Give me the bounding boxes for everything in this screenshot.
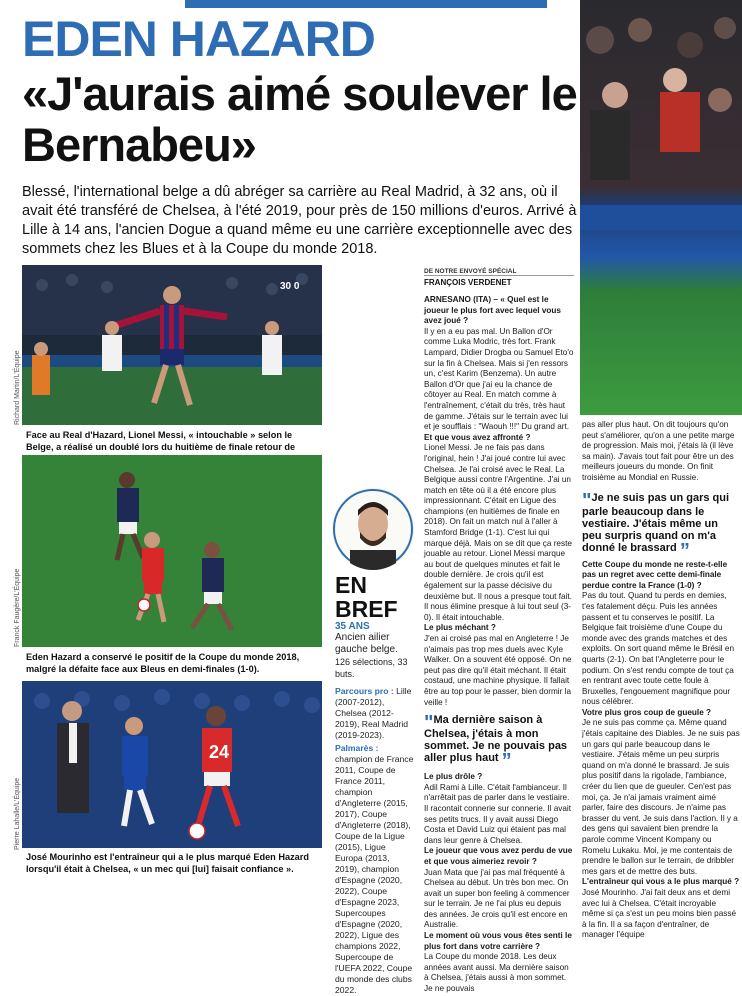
answer: La Coupe du monde 2018. Les deux années avant aussi. Ma dernière saison à Chelsea, j'étais aussi à mon sommet. Je ne pouvais bbox=[424, 952, 569, 994]
age: 35 ANS bbox=[335, 621, 370, 632]
answer: Il y en a eu pas mal. Un Ballon d'Or comme Luka Modric, très fort. Frank Lampard, Didier Drogba ou Samuel Eto'o sur la fin à Chelsea. Mais si j'en ressors un, c'est Karim (Benzema). Un autre Ballon d'Or que j'ai eu la chance de côtoyer au Real. En match comme à l'entraînement, c'était du très, très haut de gamme. J'étais sur le terrain avec lui et je soufflais : "Waouh !!!" Du grand art. bbox=[424, 326, 574, 432]
interview-column-1 bbox=[424, 268, 574, 995]
photo1-credit: Richard Martin/L'Équipe bbox=[14, 350, 21, 425]
scoreboard-text: 30 0 bbox=[280, 281, 300, 292]
question: Le joueur que vous avez perdu de vue et que vous aimeriez revoir ? bbox=[424, 846, 573, 866]
pull-quote-1: "Ma dernière saison à Chelsea, j'étais à mon sommet. Je ne pouvais pas aller plus haut ” bbox=[424, 712, 568, 773]
answer: José Mourinho. J'ai fait deux ans et demi avec lui à Chelsea. C'était incroyable même si ça s'est un peu moins bien passé à la fin. Il a sa façon d'entraîner, de manager l'équipe bbox=[582, 887, 737, 940]
answer: Je ne suis pas comme ça. Même quand j'étais capitaine des Diables. Je ne suis pas un gars qui parle beaucoup dans le vestiaire. J'étais même un peu surpris quand on m'a donné le brassard. Je suis plus positif dans la rigolade, l'ambiance, créer du lien que de gueuler. Cen'est pas moi, ça. Je n'ai jamais vraiment aimé parler, faire des discours. Je n'aime pas brasser du vent. Je suis dans l'action. Il y a des gens qui savaient bien prendre la parole comme Vincent Kompany ou Romelu Lukaku. Moi, je me contentais de prendre le ballon sur le terrain, de dribbler mes gars et de mettre des buts. bbox=[582, 718, 740, 876]
question: Le moment où vous vous êtes senti le plus fort dans votre carrière ? bbox=[424, 931, 572, 951]
question: Votre plus gros coup de gueule ? bbox=[582, 707, 712, 717]
parcours-label: Parcours pro : bbox=[335, 686, 394, 696]
col2-text bbox=[582, 560, 740, 941]
answer: Lionel Messi. Je ne fais pas dans l'original, hein ! J'ai joué contre lui avec Chelsea. Je l'ai croisé avec le Real. La Belgique aussi contre l'Argentine. J'ai un match en tête où il a été encore plus impressionnant. C'était en Ligue des champions (en huitièmes de finale en 2018). On fait un match nul à l'aller à Stamford Bridge (1-1). C'est lui qui marque déjà. Mais on se dit que ça reste jouable au retour. Lionel Messi marque au bout de quelques minutes et fait le double dernière. Je crois qu'il est également sur la passe décisive du deuxième but. Il nous a presque tout fait. Il nous élimine presque à lui tout seul (3-0). Il était intouchable. bbox=[424, 443, 572, 622]
palmares-label: Palmarès : bbox=[335, 743, 379, 753]
en-bref-box bbox=[335, 573, 415, 996]
messi-photo bbox=[22, 265, 322, 425]
question: Et que vous avez affronté ? bbox=[424, 432, 531, 442]
col1-text bbox=[424, 295, 574, 708]
question: Cette Coupe du monde ne reste-t-elle pas un regret avec cette demi-finale perdue contre la France (1-0) ? bbox=[582, 559, 728, 590]
answer: Pas du tout. Quand tu perds en demies, t'es fatalement déçu. Puis les années passent et tu conserves le positif. La Belgique fait troisième d'une Coupe du monde avec des grands matches et des exploits. On sort quand même le Brésil en quarts (2-1). On bat l'Angleterre pour le podium. On s'est rendu compte de tout ça en rentrant avec toute cette foule à Bruxelles, l'engouement magnifique pour nous célébrer. bbox=[582, 591, 734, 707]
col1b-text bbox=[424, 772, 574, 994]
jersey-number: 24 bbox=[209, 742, 230, 762]
role: Ancien ailier gauche belge. bbox=[335, 632, 398, 655]
top-accent-bar bbox=[185, 0, 547, 8]
question: Le plus méchant ? bbox=[424, 623, 496, 633]
question: Le plus drôle ? bbox=[424, 772, 483, 782]
worldcup-photo bbox=[22, 455, 322, 647]
parcours: Parcours pro : Lille (2007-2012), Chelsea (2012-2019), Real Madrid (2019-2023). bbox=[335, 686, 412, 740]
question: ARNESANO (ITA) – « Quel est le joueur le plus fort avec lequel vous avez joué ? bbox=[424, 295, 561, 326]
kicker-name: EDEN HAZARD bbox=[22, 11, 375, 67]
photo2-credit: Franck Faugère/L'Équipe bbox=[14, 568, 21, 647]
byline-label: DE NOTRE ENVOYÉ SPÉCIAL bbox=[424, 268, 517, 275]
chelsea-photo bbox=[22, 681, 322, 848]
en-bref-title: EN BREF bbox=[335, 572, 398, 622]
palmares: Palmarès : champion de France 2011, Coupe de France 2011, champion d'Angleterre (2015, 2017), Coupe d'Angleterre (2018), Coupe de la Ligue (2015), Ligue Europa (2013, 2019), champion d'Espagne (2020, 2022), Coupe d'Espagne 2023, Supercoupes d'Espagne (2020, 2022), Ligue des champions 2022, Supercoupe de l'UEFA 2022, Coupe du monde des clubs 2022. bbox=[335, 743, 414, 995]
lead-paragraph: Blessé, l'international belge a dû abréger sa carrière au Real Madrid, à 32 ans, où il avait été transféré de Chelsea, à l'été 2019, pour près de 150 millions d'euros. Arrivé à Lille à 14 ans, l'ancien Dogue a quand même eu une carrière exceptionnelle avec des sommets chez les Blues et à la Coupe du monde 2018. bbox=[22, 184, 577, 257]
answer: Juan Mata que j'ai pas mal fréquenté à Chelsea au début. Un très bon mec. On avait un super bon feeling à commencer sur le terrain. Je ne l'ai plus eu depuis des années. Je crois qu'il est encore en Australie. bbox=[424, 867, 570, 930]
photo1-caption: Face au Real d'Hazard, Lionel Messi, « intouchable » selon le Belge, a réalisé un doublé lors du huitième de finale retour de bbox=[26, 430, 296, 452]
byline-name: FRANÇOIS VERDENET bbox=[424, 275, 574, 287]
photo3-credit: Pierre Lahalle/L'Équipe bbox=[14, 777, 21, 850]
headline: «J'aurais aimé soulever le Bernabeu» bbox=[22, 67, 577, 171]
interview-column-2 bbox=[582, 420, 740, 941]
pull-quote-2: "Je ne suis pas un gars qui parle beaucoup dans le vestiaire. J'étais même un peu surpris quand on m'a donné le brassard ” bbox=[582, 489, 730, 562]
col2-top: pas aller plus haut. On dit toujours qu'on peut s'améliorer, qu'on a une petite marge de progression. Mais moi, j'étais là (il lève sa main). J'avais tout fait pour être un des meilleurs joueurs du monde. On finit troisième au Mondial en Russie. bbox=[582, 420, 735, 482]
crowd-photo bbox=[580, 0, 742, 415]
question: L'entraîneur qui vous a le plus marqué ? bbox=[582, 877, 740, 887]
answer: J'en ai croisé pas mal en Angleterre ! Je n'aimais pas trop mes duels avec Kyle Walker. On a souvent été opposé. On ne peut pas dire qu'il était méchant. Il était costaud, une machine physique. Il fallait être au top pour le passer, bien dormir la veille ! bbox=[424, 634, 572, 707]
answer: Adil Rami à Lille. C'était l'ambianceur. Il n'arrêtait pas de parler dans le vestiaire. Il racontait connerie sur connerie. Il avait ses petits trucs. Il y avait aussi Diego Costa et David Luiz qui étaient pas mal dans leur genre à Chelsea. bbox=[424, 782, 571, 845]
hazard-portrait bbox=[332, 488, 414, 570]
photo3-caption: José Mourinho est l'entraîneur qui a le plus marqué Eden Hazard lorsqu'il était à Chelsea, « un mec qui [lui] faisait confiance ». bbox=[26, 852, 309, 874]
photo2-caption: Eden Hazard a conservé le positif de la Coupe du monde 2018, malgré la défaite face aux Bleus en demi-finales (1-0). bbox=[26, 652, 300, 674]
stats: 126 sélections, 33 buts. bbox=[335, 657, 408, 679]
